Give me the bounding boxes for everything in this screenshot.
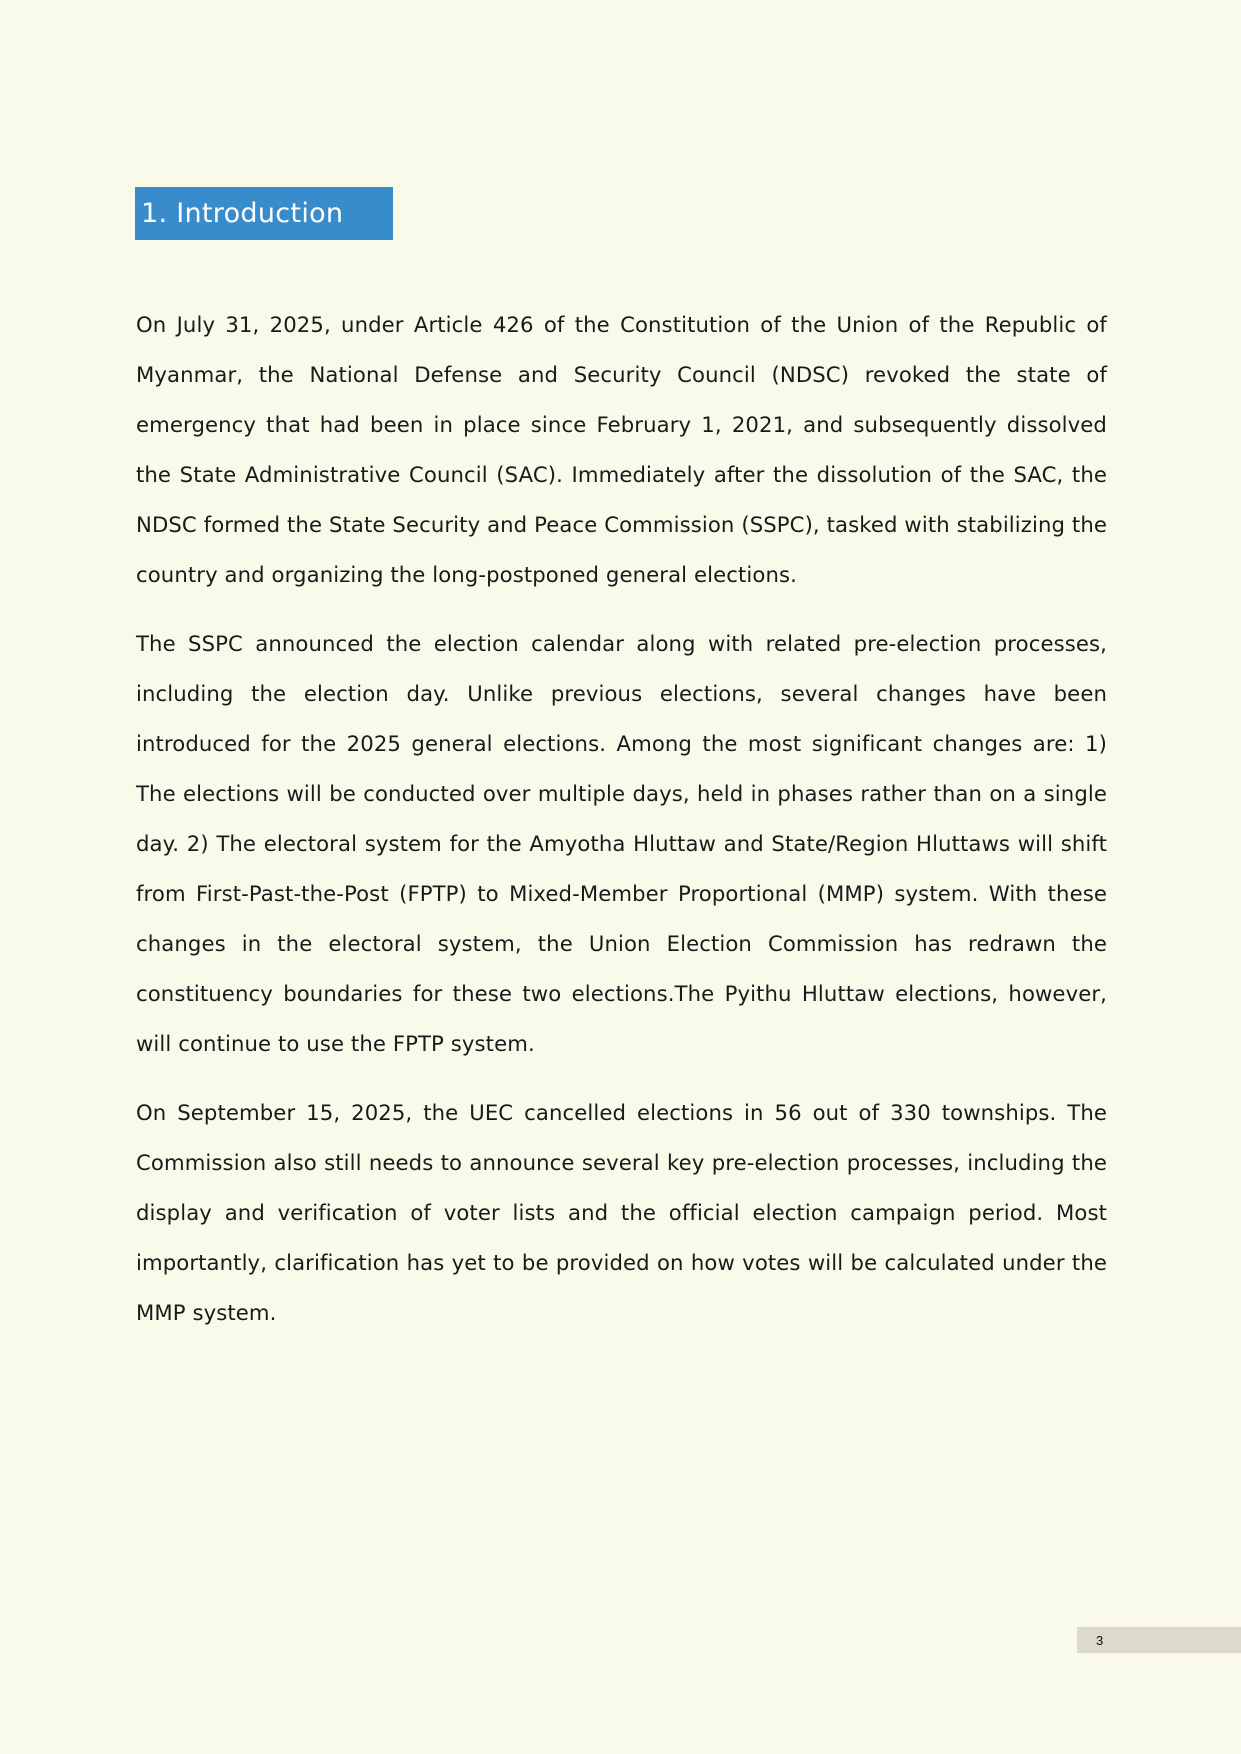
body-text: [136, 300, 1107, 1357]
page-number-box: [1077, 1627, 1241, 1653]
page-number: 3: [1096, 1632, 1104, 1648]
section-heading: [135, 187, 393, 240]
section-heading-title: 1. Introduction: [141, 198, 344, 229]
paragraph-cancelled-townships: On September 15, 2025, the UEC cancelled elections in 56 out of 330 townships. The Commission also still needs to announce several key pre-election processes, including the display and verification of voter lists and the official election campaign period. Most importantly, clarification has yet to be provided on how votes will be calculated under the MMP system.: [136, 1100, 1107, 1325]
paragraph-revocation-of-emergency: On July 31, 2025, under Article 426 of the Constitution of the Union of the Republic of Myanmar, the National Defense and Security Council (NDSC) revoked the state of emergency that had been in place since February 1, 2021, and subsequently dissolved the State Administrative Council (SAC). Immediately after the dissolution of the SAC, the NDSC formed the State Security and Peace Commission (SSPC), tasked with stabilizing the country and organizing the long-postponed general elections.: [136, 312, 1107, 587]
paragraph-election-changes: The SSPC announced the election calendar along with related pre-election processes, including the election day. Unlike previous elections, several changes have been introduced for the 2025 general elections. Among the most significant changes are: 1) The elections will be conducted over multiple days, held in phases rather than on a single day. 2) The electoral system for the Amyotha Hluttaw and State/Region Hluttaws will shift from First-Past-the-Post (FPTP) to Mixed-Member Proportional (MMP) system. With these changes in the electoral system, the Union Election Commission has redrawn the constituency boundaries for these two elections.The Pyithu Hluttaw elections, however, will continue to use the FPTP system.: [136, 631, 1107, 1056]
